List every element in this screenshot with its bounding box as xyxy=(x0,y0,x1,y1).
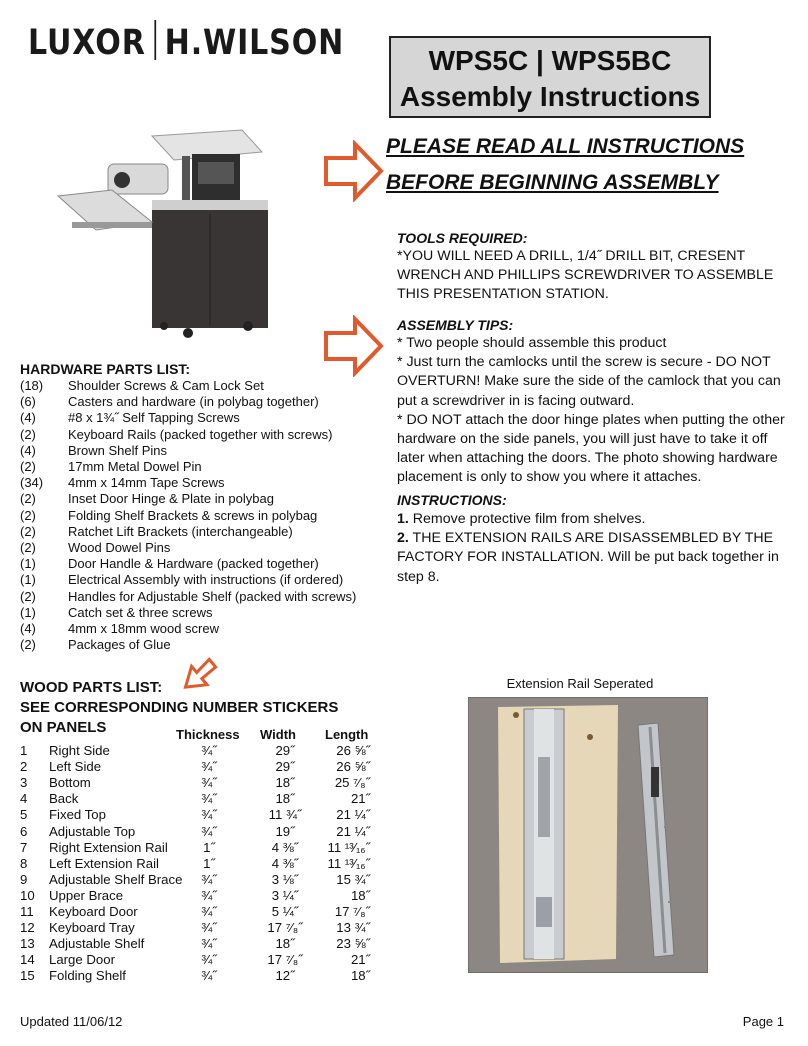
updated-date: Updated 11/06/12 xyxy=(20,1014,123,1029)
wood-width: 11 ¾˝ xyxy=(268,807,302,823)
wood-name: Back xyxy=(49,791,79,807)
wood-row xyxy=(0,743,400,759)
tip-item: * Two people should assemble this product xyxy=(397,335,667,351)
right-arrow-icon xyxy=(323,140,385,202)
wood-length: 21˝ xyxy=(350,791,370,807)
wood-thickness: ¾˝ xyxy=(201,807,217,823)
hardware-desc: Inset Door Hinge & Plate in polybag xyxy=(68,491,274,507)
banner-line-1: PLEASE READ ALL INSTRUCTIONS xyxy=(386,135,745,158)
hardware-qty: (2) xyxy=(20,523,36,539)
wood-length: 23 ⅝˝ xyxy=(336,936,370,952)
hardware-desc: Catch set & three screws xyxy=(68,604,213,620)
wood-width: 18˝ xyxy=(275,936,295,952)
wood-name: Left Side xyxy=(49,759,102,775)
wood-num: 1 xyxy=(20,743,28,758)
wood-heading: WOOD PARTS LIST: SEE CORRESPONDING NUMBER STICKERS ON PANELS xyxy=(20,679,339,736)
instruction-step: 1. Remove protective film from shelves. xyxy=(397,511,646,527)
wood-length: 21 ¼˝ xyxy=(336,823,370,839)
hardware-qty: (2) xyxy=(20,507,36,523)
wood-name: Bottom xyxy=(49,775,91,791)
wood-name: Adjustable Shelf xyxy=(49,936,145,952)
wood-thickness: ¾˝ xyxy=(201,904,217,919)
wood-thickness: ¾˝ xyxy=(201,823,217,839)
hardware-qty: (1) xyxy=(20,556,36,572)
brand-right: H.WILSON xyxy=(164,23,345,63)
wood-thickness: ¾˝ xyxy=(201,887,217,903)
wood-name: Folding Shelf xyxy=(49,968,126,984)
col-thickness: Thickness xyxy=(176,727,240,742)
wood-name: Adjustable Shelf Brace xyxy=(49,871,183,887)
wood-name: Fixed Top xyxy=(49,807,106,823)
hardware-heading: HARDWARE PARTS LIST: xyxy=(20,361,191,377)
wood-width: 5 ¼˝ xyxy=(271,904,299,919)
hardware-qty: (4) xyxy=(20,621,36,636)
hardware-desc: Ratchet Lift Brackets (interchangeable) xyxy=(68,523,293,539)
figure-caption: Extension Rail Seperated xyxy=(506,676,654,691)
wood-length: 21 ¼˝ xyxy=(336,807,370,823)
wood-length: 17 ⁷⁄₈˝ xyxy=(334,904,370,919)
wood-length: 18˝ xyxy=(350,887,370,903)
hardware-qty: (2) xyxy=(20,540,36,555)
hardware-qty: (2) xyxy=(20,491,36,507)
tools-text: *YOU WILL NEED A DRILL, 1/4˝ DRILL BIT, CRESENT WRENCH AND PHILLIPS SCREWDRIVER TO ASSEMBLE THIS PRESENTATION STATION. xyxy=(397,248,774,303)
wood-name: Upper Brace xyxy=(49,887,124,903)
hardware-qty: (2) xyxy=(20,637,36,653)
banner-line-2: BEFORE BEGINNING ASSEMBLY xyxy=(386,171,719,194)
wood-row xyxy=(0,775,400,791)
model-line: WPS5C | WPS5BC xyxy=(428,45,672,76)
page-number: Page 1 xyxy=(742,1014,784,1029)
wood-length: 15 ¾˝ xyxy=(336,871,370,887)
brand-left: LUXOR xyxy=(28,23,146,63)
wood-row xyxy=(0,888,400,904)
wood-row xyxy=(0,791,400,807)
instructions-list xyxy=(397,510,789,587)
instructions-heading: INSTRUCTIONS: xyxy=(397,492,507,508)
wood-name: Keyboard Door xyxy=(49,904,138,919)
wood-name: Adjustable Top xyxy=(49,823,136,839)
tip-item: * Just turn the camlocks until the screw is secure - DO NOT OVERTURN! Make sure the side of the camlock that you can put a screwdriver in is facing outward. xyxy=(397,354,781,409)
wood-num: 4 xyxy=(20,791,28,807)
wood-length: 21˝ xyxy=(350,952,370,968)
wood-width: 19˝ xyxy=(275,823,295,839)
hardware-desc: 4mm x 18mm wood screw xyxy=(68,621,219,636)
wood-num: 2 xyxy=(20,759,28,775)
wood-length: 26 ⅝˝ xyxy=(336,759,370,775)
wood-length: 26 ⅝˝ xyxy=(336,743,370,758)
doc-title: Assembly Instructions xyxy=(399,81,701,112)
hardware-desc: #8 x 1¾˝ Self Tapping Screws xyxy=(68,410,240,426)
tips-list xyxy=(397,334,789,488)
wood-length: 13 ¾˝ xyxy=(336,920,370,936)
wood-name: Left Extension Rail xyxy=(49,855,159,871)
wood-width: 3 ⅛˝ xyxy=(271,871,299,887)
wood-thickness: ¾˝ xyxy=(201,871,217,887)
hardware-qty: (1) xyxy=(20,572,36,588)
wood-num: 12 xyxy=(20,920,35,936)
hardware-desc: Brown Shelf Pins xyxy=(68,442,167,458)
wood-length: 25 ⁷⁄₈˝ xyxy=(334,775,370,791)
wood-length: 18˝ xyxy=(350,968,370,984)
wood-width: 29˝ xyxy=(275,743,295,758)
wood-width: 12˝ xyxy=(275,968,295,984)
wood-row xyxy=(0,824,400,840)
tip-item: * DO NOT attach the door hinge plates when putting the other hardware on the side panels, you will just have to take it off later when attaching the doors. The photo showing hardware placement is only to show you where it attaches. xyxy=(397,411,785,486)
hardware-desc: Keyboard Rails (packed together with screws) xyxy=(68,426,333,442)
hardware-qty: (2) xyxy=(20,426,36,442)
wood-num: 10 xyxy=(20,887,35,903)
tips-heading: ASSEMBLY TIPS: xyxy=(397,317,514,333)
wood-num: 9 xyxy=(20,871,28,887)
wood-width: 18˝ xyxy=(275,775,295,791)
wood-row xyxy=(0,840,400,856)
hardware-qty: (2) xyxy=(20,459,36,474)
wood-num: 3 xyxy=(20,775,28,791)
wood-name: Keyboard Tray xyxy=(49,920,135,936)
wood-width: 4 ⅜˝ xyxy=(271,839,299,855)
wood-thickness: 1˝ xyxy=(203,839,215,855)
wood-num: 5 xyxy=(20,807,28,823)
wood-name: Large Door xyxy=(49,952,115,968)
wood-thickness: ¾˝ xyxy=(201,920,217,936)
wood-row xyxy=(0,968,400,984)
wood-width: 3 ¼˝ xyxy=(271,887,299,903)
wood-thickness: ¾˝ xyxy=(201,952,217,968)
hardware-qty: (4) xyxy=(20,410,36,426)
wood-row xyxy=(0,872,400,888)
hardware-qty: (6) xyxy=(20,394,36,410)
wood-thickness: 1˝ xyxy=(203,855,215,871)
wood-row xyxy=(0,936,400,952)
hardware-qty: (4) xyxy=(20,442,36,458)
wood-num: 11 xyxy=(20,904,34,919)
wood-width: 17 ⁷⁄₈˝ xyxy=(267,952,303,968)
wood-num: 8 xyxy=(20,855,28,871)
wood-num: 13 xyxy=(20,936,35,952)
hardware-qty: (18) xyxy=(20,378,44,393)
wood-num: 7 xyxy=(20,839,28,855)
hardware-desc: Handles for Adjustable Shelf (packed with screws) xyxy=(68,588,357,604)
hardware-qty: (2) xyxy=(20,588,36,604)
wood-num: 14 xyxy=(20,952,35,968)
hardware-desc: Casters and hardware (in polybag together) xyxy=(68,394,319,410)
wood-row xyxy=(0,920,400,936)
wood-thickness: ¾˝ xyxy=(201,775,217,791)
wood-row xyxy=(0,759,400,775)
wood-name: Right Extension Rail xyxy=(49,839,168,855)
hardware-desc: Wood Dowel Pins xyxy=(68,540,171,555)
col-width: Width xyxy=(260,727,296,742)
wood-length: 11 ¹³⁄₁₆˝ xyxy=(327,839,370,855)
wood-name: Right Side xyxy=(49,743,110,758)
wood-thickness: ¾˝ xyxy=(201,936,217,952)
wood-num: 15 xyxy=(20,968,35,984)
extension-rail-photo xyxy=(468,697,708,973)
tools-heading: TOOLS REQUIRED: xyxy=(397,230,528,246)
brand-logo xyxy=(28,20,344,63)
hardware-qty: (1) xyxy=(20,604,36,620)
instruction-step: 2. THE EXTENSION RAILS ARE DISASSEMBLED BY THE FACTORY FOR INSTALLATION. Will be put back together in step 8. xyxy=(397,530,779,585)
wood-row xyxy=(0,807,400,823)
hardware-desc: Shoulder Screws & Cam Lock Set xyxy=(68,378,264,393)
wood-thickness: ¾˝ xyxy=(201,791,217,807)
wood-row xyxy=(0,856,400,872)
wood-width: 29˝ xyxy=(275,759,295,775)
hardware-desc: Folding Shelf Brackets & screws in polybag xyxy=(68,507,318,523)
wood-length: 11 ¹³⁄₁₆˝ xyxy=(327,855,370,871)
wood-num: 6 xyxy=(20,823,28,839)
wood-row xyxy=(0,952,400,968)
hardware-desc: Electrical Assembly with instructions (if ordered) xyxy=(68,572,344,588)
hardware-desc: 4mm x 14mm Tape Screws xyxy=(68,475,225,491)
wood-width: 18˝ xyxy=(275,791,295,807)
hardware-desc: Packages of Glue xyxy=(68,637,171,653)
right-arrow-icon xyxy=(323,315,385,377)
wood-width: 4 ⅜˝ xyxy=(271,855,299,871)
col-length: Length xyxy=(325,727,369,742)
wood-width: 17 ⁷⁄₈˝ xyxy=(267,920,303,936)
product-photo xyxy=(52,126,270,340)
hardware-desc: Door Handle & Hardware (packed together) xyxy=(68,556,319,572)
wood-thickness: ¾˝ xyxy=(201,968,217,984)
wood-thickness: ¾˝ xyxy=(201,759,217,775)
brand-divider xyxy=(154,20,156,60)
hardware-desc: 17mm Metal Dowel Pin xyxy=(68,459,202,474)
hardware-qty: (34) xyxy=(20,475,44,491)
title-box xyxy=(389,36,711,118)
wood-thickness: ¾˝ xyxy=(201,743,217,758)
wood-row xyxy=(0,904,400,920)
